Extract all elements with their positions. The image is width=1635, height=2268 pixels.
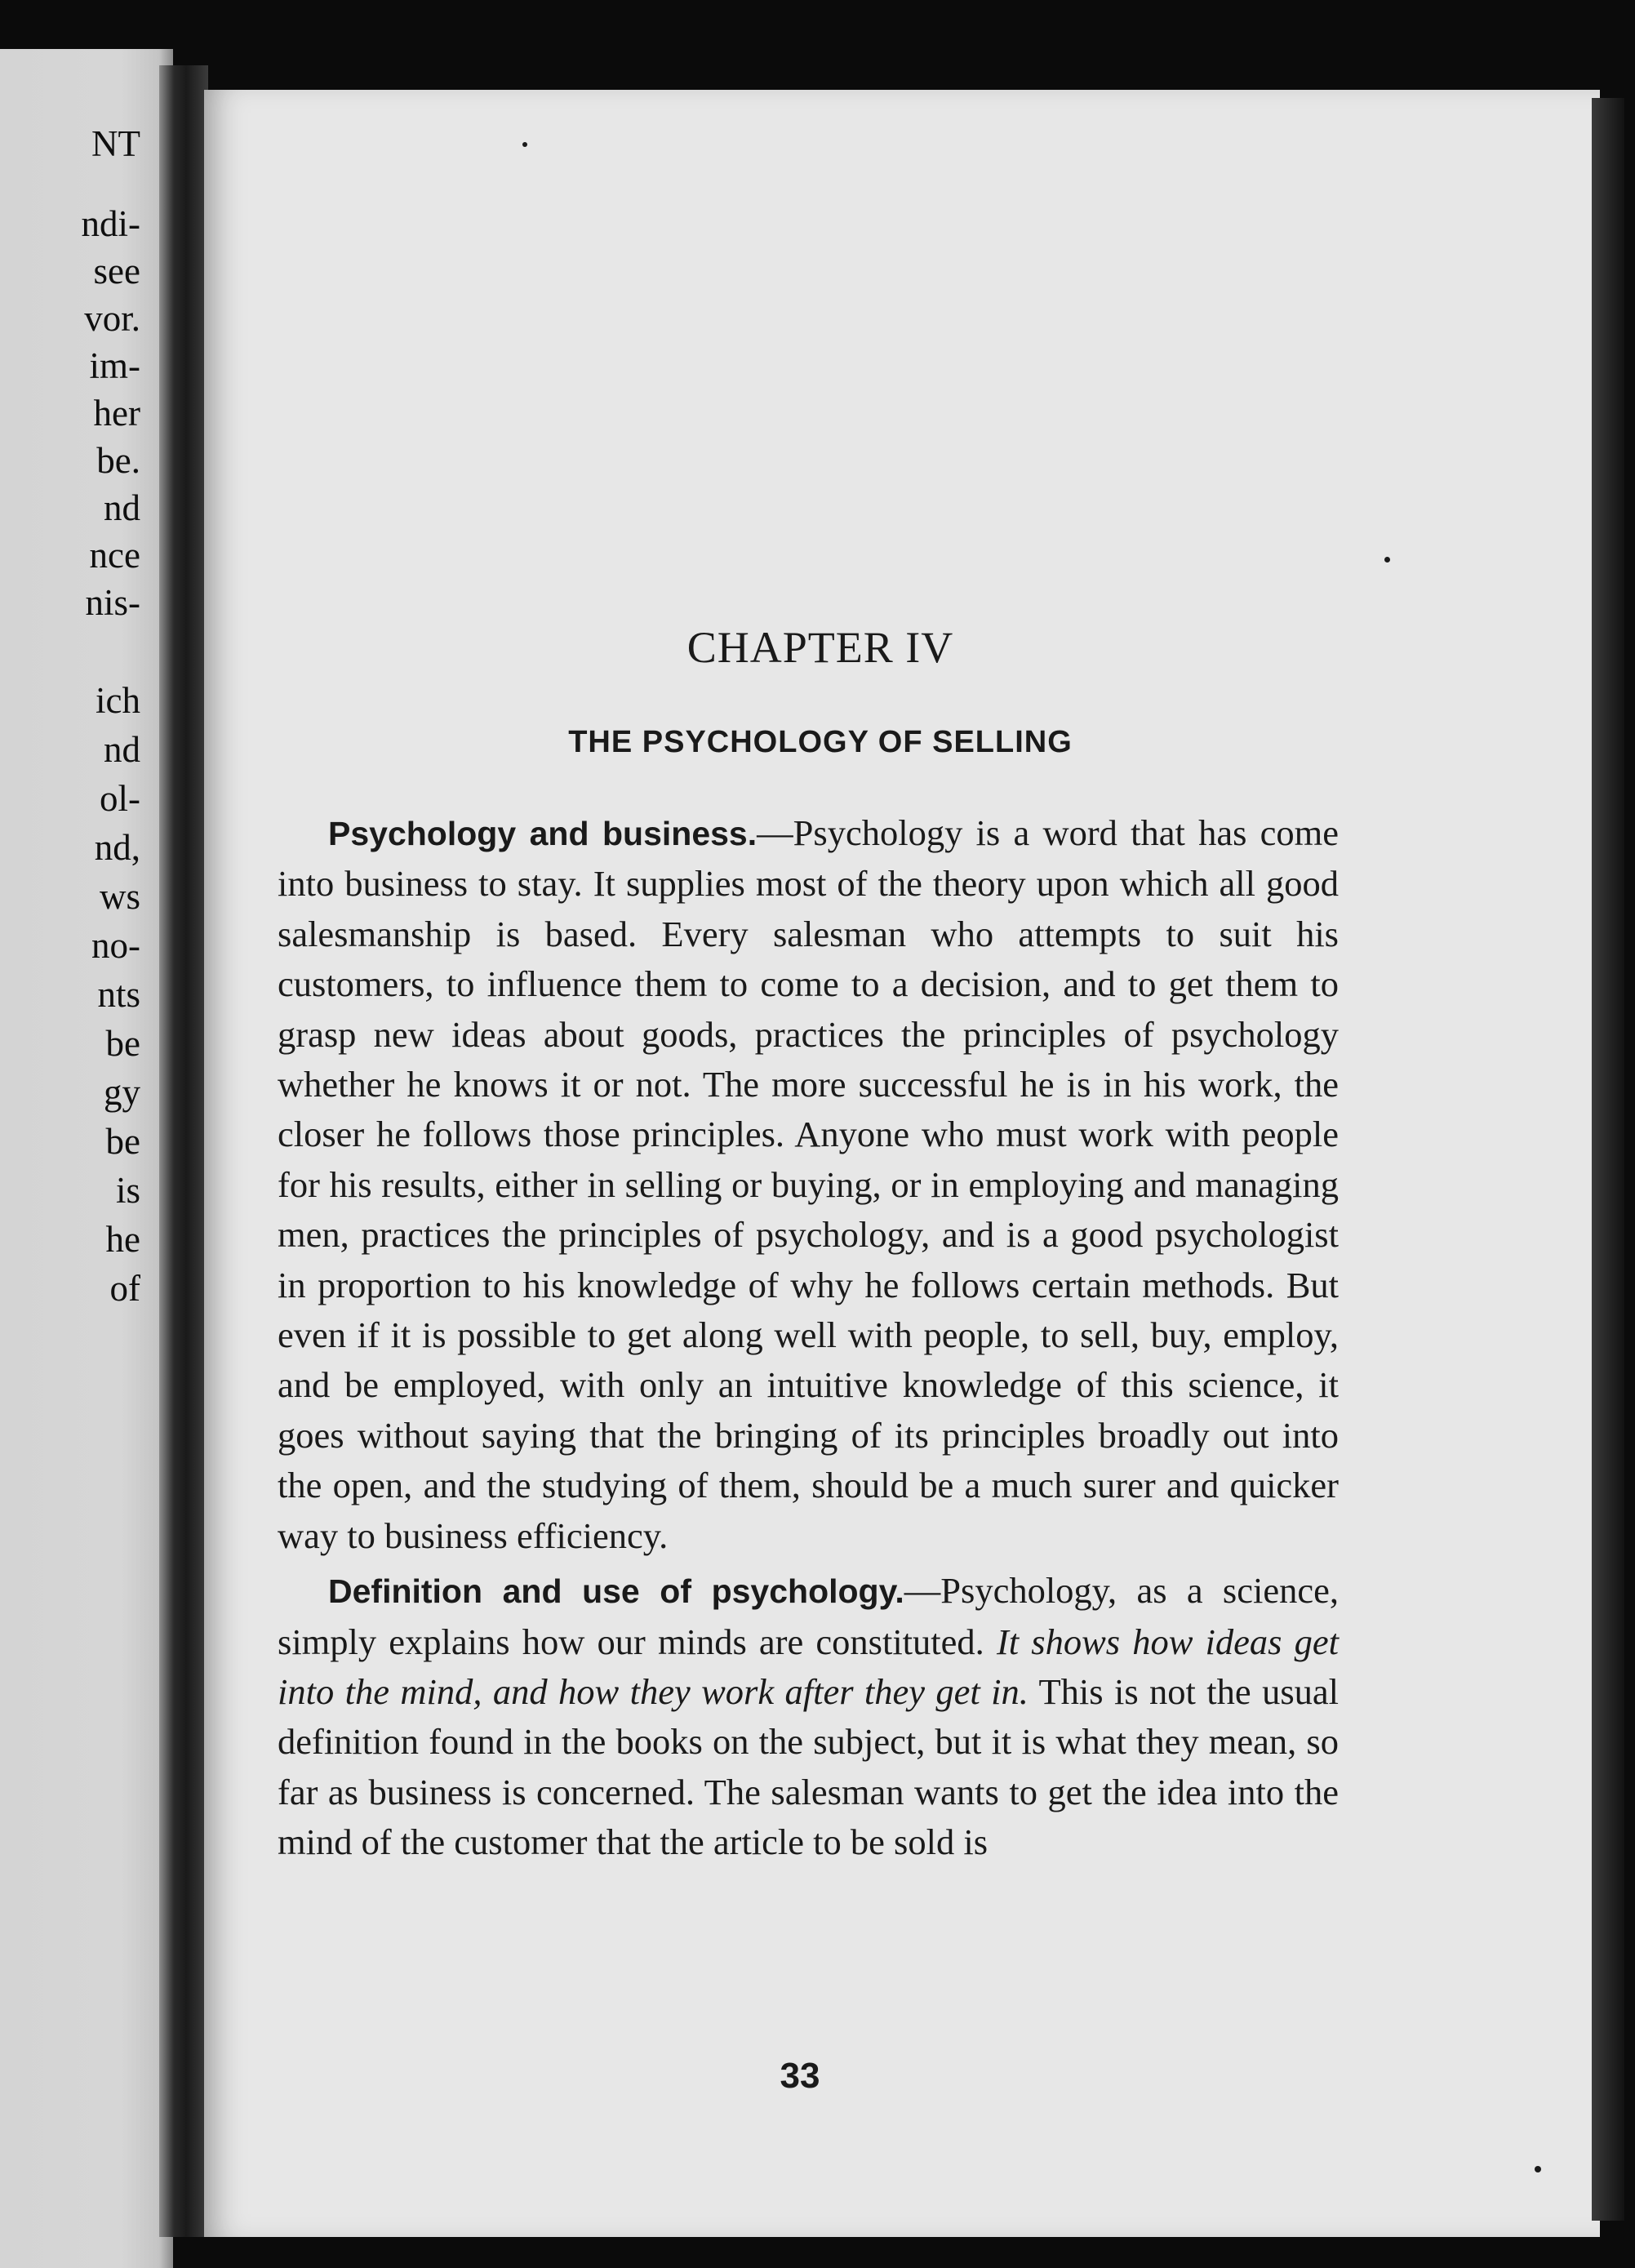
paragraph-text: —Psychology, as a science, simply explains how our minds are constituted. xyxy=(278,1570,1339,1662)
left-line: ol- xyxy=(100,778,140,819)
left-line: her xyxy=(93,393,140,434)
left-line: ndi- xyxy=(81,203,140,244)
section-heading: Psychology and business. xyxy=(328,815,758,852)
paragraph-text: —Psychology is a word that has come into business to stay. It supplies most of the theory upon which all good salesmanship is based. Every salesman who attempts to suit his customers, to influence them to come to a decision, and to get them to grasp new ideas about goods, practices the principles of psychology whether he knows it or not. The more successful he is in his work, the closer he follows those principles. Anyone who must work with people for his results, either in selling or buying, or in employing and managing men, practices the principles of psychology, and is a good psychologist in proportion to his knowledge of why he follows certain methods. But even if it is possible to get along well with people, to sell, buy, employ, and be employed, with only an intuitive knowledge of this science, it goes without saying that the bringing of its principles broadly out into the open, and the studying of them, should be a much surer and quicker way to business efficiency. xyxy=(278,812,1339,1556)
left-line: ich xyxy=(96,680,140,721)
section-heading: Definition and use of psychology. xyxy=(328,1572,904,1611)
paragraph-definition-and-use xyxy=(278,1566,1339,1867)
dust-speck xyxy=(522,142,527,147)
left-line: see xyxy=(93,251,140,291)
italic-emphasis: It shows how ideas get into the mind, and how they work after they get in. xyxy=(278,1621,1339,1712)
left-line: no- xyxy=(91,925,140,966)
left-line: nis- xyxy=(85,582,140,623)
page-number: 33 xyxy=(780,2056,820,2096)
paragraph-text: This is not the usual definition found in the books on the subject, but it is what they mean, so far as business is concerned. The salesman wants to get the idea into the mind of the customer that the article to be sold is xyxy=(278,1670,1339,1863)
left-facing-page xyxy=(0,49,173,2268)
left-line: be xyxy=(105,1121,140,1162)
left-line: be xyxy=(105,1023,140,1064)
left-line: vor. xyxy=(84,298,140,339)
left-line: nd xyxy=(104,487,140,528)
left-line: gy xyxy=(104,1072,140,1113)
dust-speck xyxy=(1535,2166,1541,2172)
page-edge-shadow xyxy=(1592,98,1624,2221)
left-line: im- xyxy=(89,345,140,386)
paragraph-psychology-and-business xyxy=(278,808,1339,1561)
left-line: he xyxy=(105,1219,140,1260)
left-line: nts xyxy=(97,974,140,1015)
book-spine-shadow xyxy=(159,65,208,2237)
chapter-heading: CHAPTER IV xyxy=(686,623,954,672)
left-line: of xyxy=(109,1268,140,1309)
left-line: NT xyxy=(91,123,140,164)
left-line: nd xyxy=(104,729,140,770)
left-line: is xyxy=(115,1170,140,1211)
left-line: nd, xyxy=(94,827,140,868)
chapter-title: THE PSYCHOLOGY OF SELLING xyxy=(568,725,1073,759)
left-line: nce xyxy=(89,535,140,576)
body-text xyxy=(278,808,1339,1873)
dust-speck xyxy=(1384,557,1390,563)
left-line: be. xyxy=(96,440,140,481)
left-line: ws xyxy=(99,876,140,917)
